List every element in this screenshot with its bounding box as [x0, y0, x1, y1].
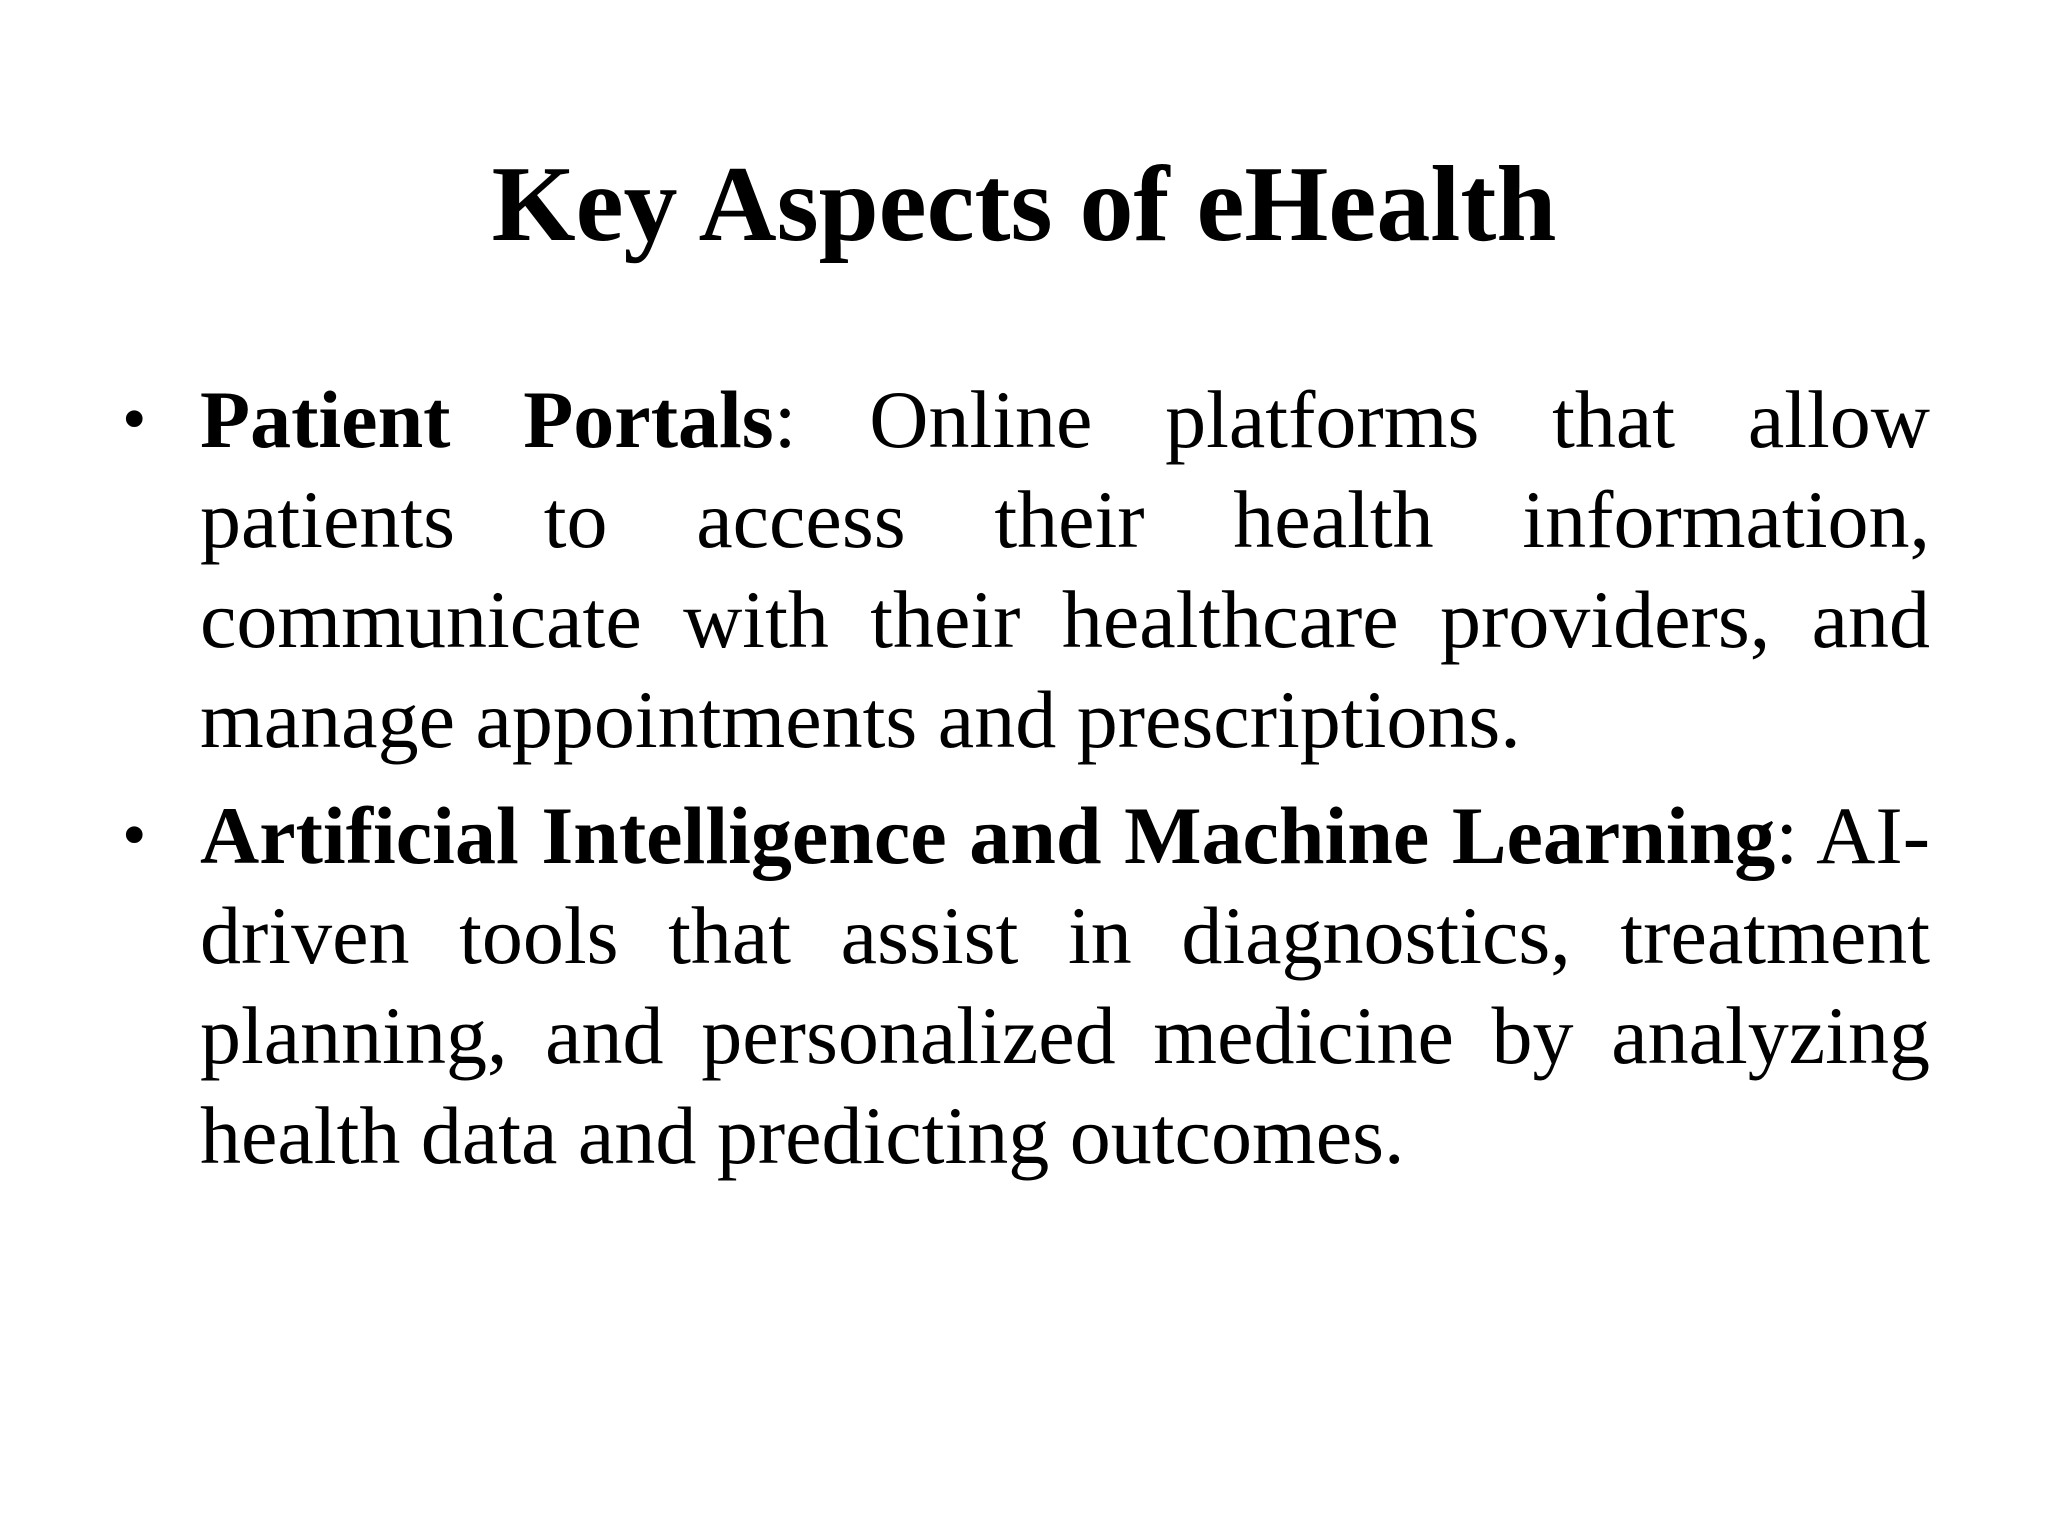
bullet-text: Online platforms that allow patients to access their health information, communicate with their healthcare providers, and manage appointments and prescriptions. — [200, 374, 1930, 765]
slide-title: Key Aspects of eHealth — [491, 145, 1557, 264]
bullet-separator: : — [773, 374, 797, 465]
bullet-dot-icon: • — [122, 381, 147, 458]
bullet-list — [122, 370, 1931, 1202]
bullet-dot-icon: • — [122, 797, 147, 874]
bullet-item-patient-portals — [122, 370, 1930, 770]
bullet-term: Artificial Intelligence and Machine Learning — [200, 790, 1776, 881]
bullet-item-ai-ml — [122, 786, 1931, 1186]
bullet-text: AI-driven tools that assist in diagnostics, treatment planning, and personalized medicine by analyzing health data and predicting outcomes. — [200, 790, 1931, 1181]
bullet-term: Patient Portals — [200, 374, 774, 465]
bullet-separator: : — [1775, 790, 1799, 881]
